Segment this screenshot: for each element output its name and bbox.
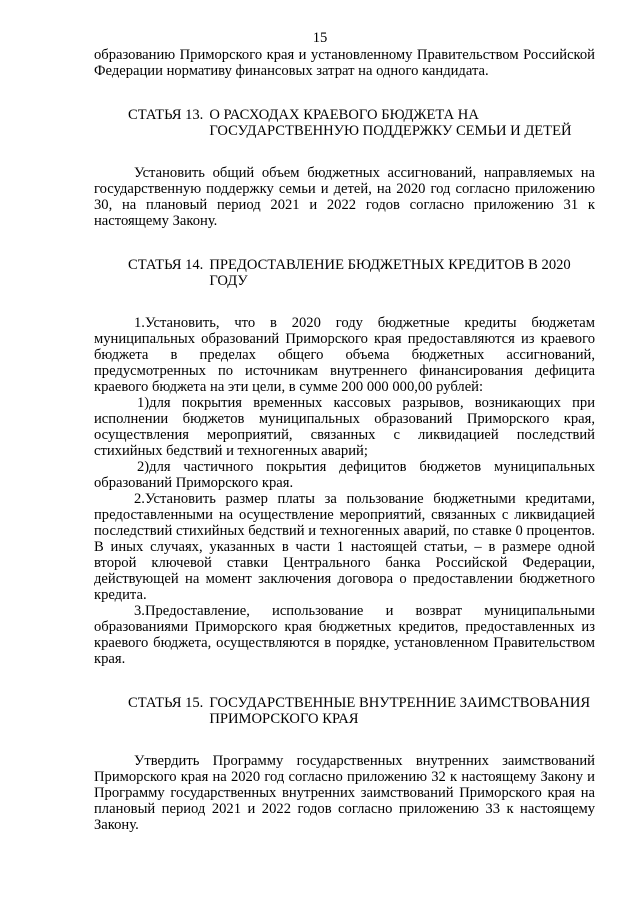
article-14-paragraph-1: 1.Установить, что в 2020 году бюджетные кредиты бюджетам муниципальных образований Приморского края предоставляются из краевого бюджета в пределах общего объема бюджетных ассигнований, предусмотренных по источникам внутреннего финансирования дефицита краевого бюджета на эти цели, в сумме 200 000 000,00 рублей:	[94, 315, 595, 395]
article-15-title: ГОСУДАРСТВЕННЫЕ ВНУТРЕННИЕ ЗАИМСТВОВАНИЯ ПРИМОРСКОГО КРАЯ	[209, 695, 591, 727]
article-15-number: СТАТЬЯ 15.	[128, 695, 204, 711]
article-14-heading	[94, 257, 595, 289]
article-14	[94, 257, 595, 667]
article-14-paragraph-3: 2)для частичного покрытия дефицитов бюджетов муниципальных образований Приморского края.	[94, 459, 595, 491]
article-15	[94, 695, 595, 833]
article-14-title: ПРЕДОСТАВЛЕНИЕ БЮДЖЕТНЫХ КРЕДИТОВ В 2020 ГОДУ	[209, 257, 571, 289]
page-number: 15	[312, 30, 328, 46]
article-15-heading	[94, 695, 595, 727]
article-14-paragraph-5: 3.Предоставление, использование и возврат муниципальными образованиями Приморского края бюджетных кредитов, предоставленных из краевого бюджета, осуществляются в порядке, установленном Правительством края.	[94, 603, 595, 667]
article-13-paragraph-1: Установить общий объем бюджетных ассигнований, направляемых на государственную поддержку семьи и детей, на 2020 год согласно приложению 30, на плановый период 2021 и 2022 годов согласно приложению 31 к настоящему Закону.	[94, 165, 595, 229]
article-14-paragraph-4: 2.Установить размер платы за пользование бюджетными кредитами, предоставленными на осуществление мероприятий, связанных с ликвидацией последствий стихийных бедствий и техногенных аварий, по ставке 0 процентов. В иных случаях, указанных в части 1 настоящей статьи, – в размере одной второй ключевой ставки Центрального банка Российской Федерации, действующей на момент заключения договора о предоставлении бюджетного кредита.	[94, 491, 595, 603]
article-13-title: О РАСХОДАХ КРАЕВОГО БЮДЖЕТА НА ГОСУДАРСТВЕННУЮ ПОДДЕРЖКУ СЕМЬИ И ДЕТЕЙ	[209, 107, 572, 139]
article-13-number: СТАТЬЯ 13.	[128, 107, 204, 123]
document-body	[94, 47, 595, 833]
article-14-paragraph-2: 1)для покрытия временных кассовых разрывов, возникающих при исполнении бюджетов муниципальных образований Приморского края, осуществления мероприятий, связанных с ликвидацией последствий стихийных бедствий и техногенных аварий;	[94, 395, 595, 459]
intro-paragraph: образованию Приморского края и установленному Правительством Российской Федерации нормативу финансовых затрат на одного кандидата.	[94, 47, 595, 79]
article-15-paragraph-1: Утвердить Программу государственных внутренних заимствований Приморского края на 2020 год согласно приложению 32 к настоящему Закону и Программу государственных внутренних заимствований Приморского края на плановый период 2021 и 2022 годов согласно приложению 33 к настоящему Закону.	[94, 753, 595, 833]
article-13-heading	[94, 107, 595, 139]
article-13	[94, 107, 595, 229]
article-14-number: СТАТЬЯ 14.	[128, 257, 204, 273]
